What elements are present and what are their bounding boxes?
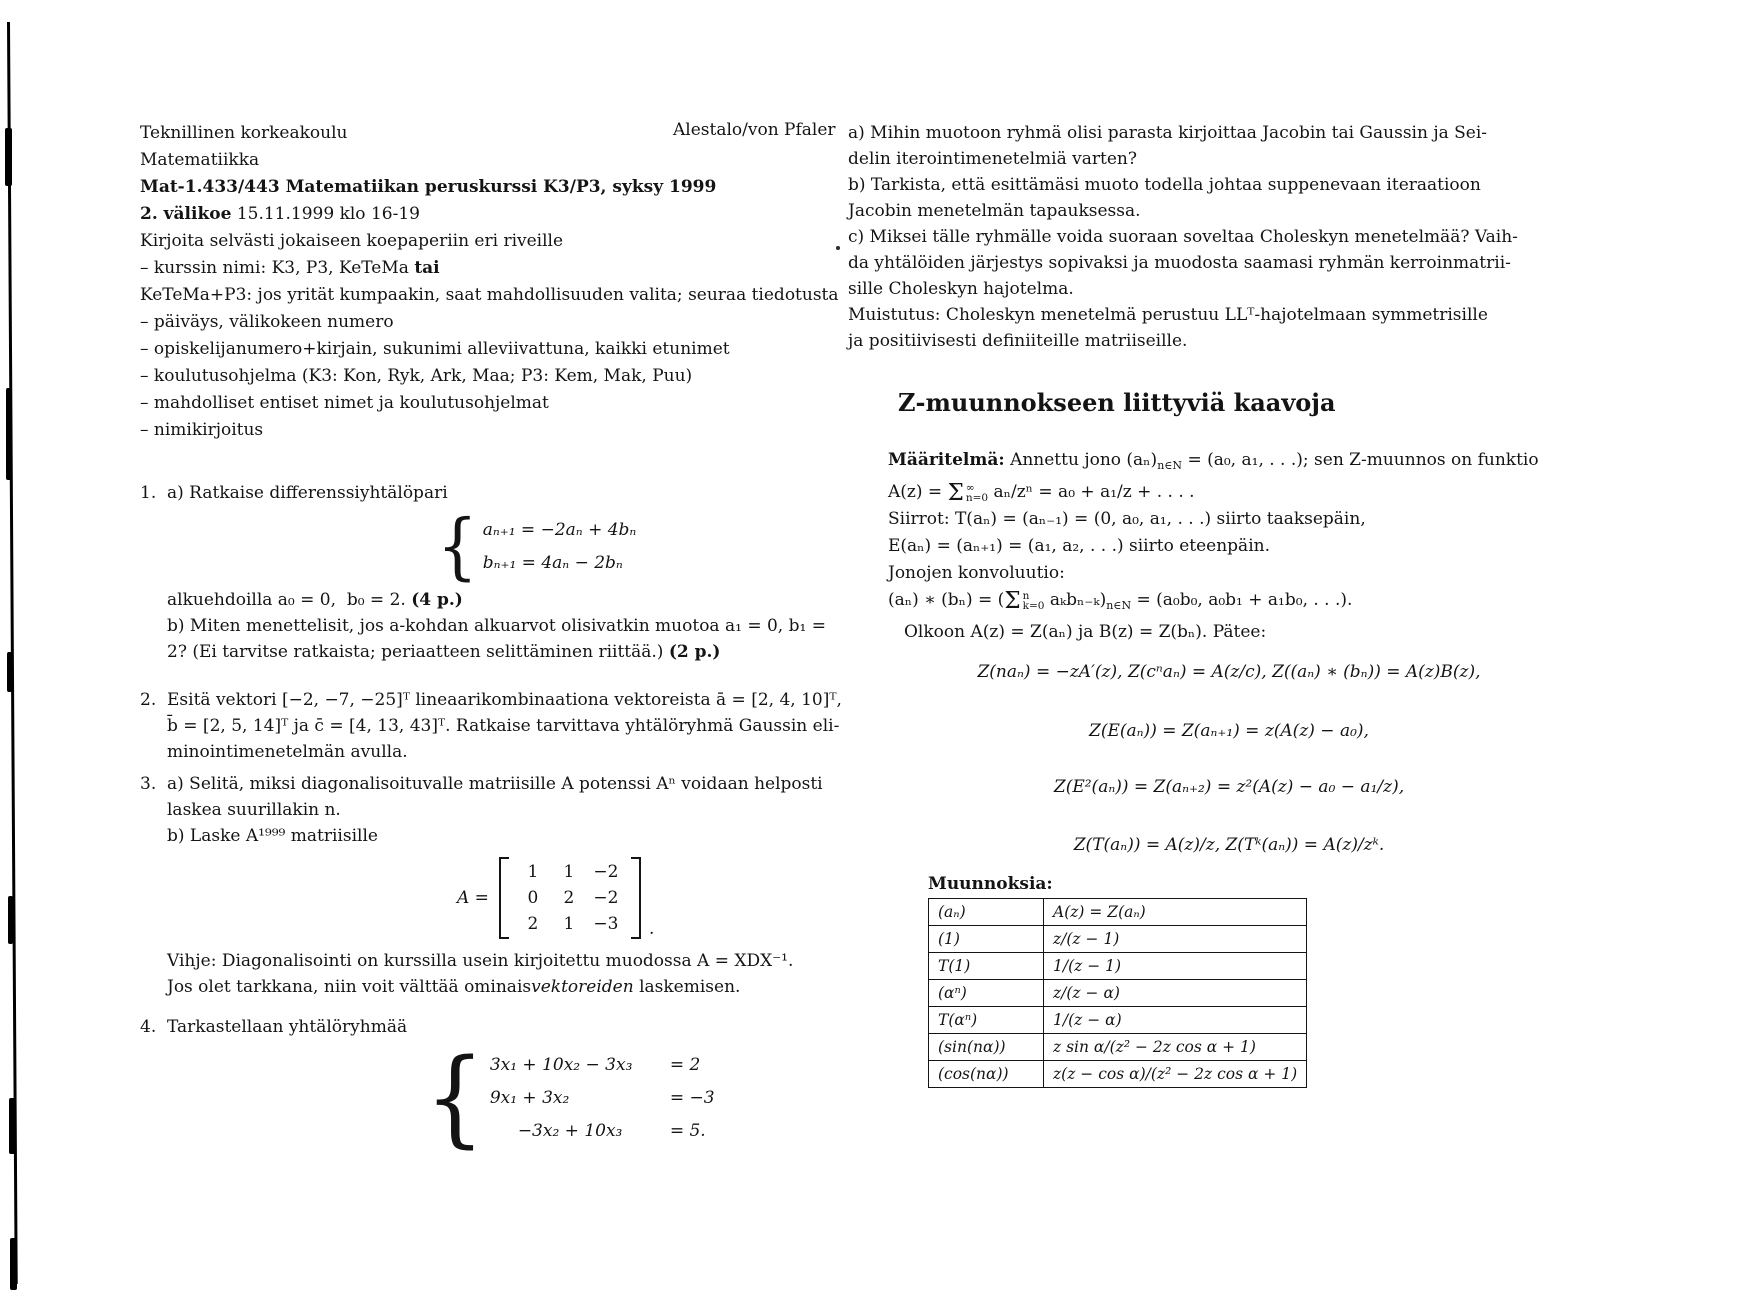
system-row xyxy=(490,1082,715,1115)
institution-name: Teknillinen korkeakoulu xyxy=(140,123,348,143)
table-row xyxy=(929,980,1307,1007)
problem-1a-conditions xyxy=(167,587,826,613)
hint-emphasis: vektoreiden xyxy=(531,977,634,997)
definition-text: = (a₀, a₁, . . .); sen Z-muunnos on funktio xyxy=(1182,450,1539,470)
problem-4a-line: delin iterointimenetelmiä varten? xyxy=(848,149,1137,169)
hint-text: laskemisen. xyxy=(633,977,741,997)
problem-4 xyxy=(140,1014,812,1159)
system-brace: { xyxy=(437,505,478,589)
problem-1 xyxy=(140,480,826,665)
problem-1b-line1: b) Miten menettelisit, jos a-kohdan alkuarvot olisivatkin muotoa a₁ = 0, b₁ = xyxy=(167,616,826,636)
problem-4-body xyxy=(167,1014,812,1159)
table-cell-sequence: (aₙ) xyxy=(929,899,1044,926)
matrix-left-bracket xyxy=(499,857,509,939)
table-row xyxy=(929,899,1307,926)
table-cell-transform: z/(z − α) xyxy=(1044,980,1307,1007)
instruction-item-bold: tai xyxy=(414,258,440,278)
instruction-item xyxy=(140,255,812,282)
definition-line xyxy=(888,479,1520,506)
problem-3a-line: laskea suurillakin n. xyxy=(167,800,341,820)
table-row xyxy=(929,1061,1307,1088)
definition-line: Siirrot: T(aₙ) = (aₙ₋₁) = (0, a₀, a₁, . . .) siirto taaksepäin, xyxy=(888,509,1366,529)
summation-lower-limit: k=0 xyxy=(1022,600,1045,612)
hint-text: Jos olet tarkkana, niin voit välttää ominais xyxy=(167,977,532,997)
course-title: Mat-1.433/443 Matematiikan peruskurssi K3/P3, syksy 1999 xyxy=(140,177,717,197)
problem-1-body xyxy=(167,480,826,665)
equation-line: bₙ₊₁ = 4aₙ − 2bₙ xyxy=(482,553,623,573)
subscript-n-in-N: n∈N xyxy=(1106,599,1132,612)
equation-lhs: −3x₂ + 10x₃ xyxy=(517,1121,623,1141)
equation-rhs: = −3 xyxy=(669,1088,715,1108)
transform-table-title: Muunnoksia: xyxy=(928,874,1053,894)
matrix-period: . xyxy=(648,919,655,939)
matrix-a xyxy=(457,857,823,939)
problem-4-number: 4. xyxy=(140,1017,157,1037)
author-name: Alestalo/von Pfaler xyxy=(673,120,836,140)
equation-lhs: 3x₁ + 10x₂ − 3x₃ xyxy=(489,1055,633,1075)
scan-dot-artifact xyxy=(836,246,840,250)
matrix-cell: −2 xyxy=(593,862,619,882)
problem-3a-line: a) Selitä, miksi diagonalisoituvalle matriisille A potenssi Aⁿ voidaan helposti xyxy=(167,774,823,794)
matrix-cell: 1 xyxy=(563,862,575,882)
summation-symbol xyxy=(947,480,989,506)
problem-3-hint-line xyxy=(167,974,823,1000)
system-row xyxy=(490,1049,715,1082)
matrix-grid xyxy=(514,857,626,939)
table-cell-sequence: T(1) xyxy=(929,953,1044,980)
problem-4-equation-system xyxy=(425,1036,812,1159)
matrix-right-bracket xyxy=(631,857,641,939)
table-cell-sequence: (cos(nα)) xyxy=(929,1061,1044,1088)
points-badge: (2 p.) xyxy=(668,642,721,662)
system-row xyxy=(490,1115,715,1148)
department-name: Matematiikka xyxy=(140,150,260,170)
transform-table xyxy=(928,898,1307,1088)
definition-line: E(aₙ) = (aₙ₊₁) = (a₁, a₂, . . .) siirto eteenpäin. xyxy=(888,536,1270,556)
scan-blob-artifact xyxy=(9,1098,15,1154)
exam-date: 15.11.1999 klo 16-19 xyxy=(231,204,420,224)
problem-3b-line: b) Laske A¹⁹⁹⁹ matriisille xyxy=(167,826,378,846)
summation-upper-limit: n xyxy=(1022,589,1030,602)
equation-line: aₙ₊₁ = −2aₙ + 4bₙ xyxy=(482,520,637,540)
summation-symbol xyxy=(1004,588,1045,614)
exam-number: 2. välikoe xyxy=(140,204,232,224)
table-cell-transform: z/(z − 1) xyxy=(1044,926,1307,953)
matrix-cell: 2 xyxy=(527,914,539,934)
problem-3-hint-line: Vihje: Diagonalisointi on kurssilla usein kirjoitettu muodossa A = XDX⁻¹. xyxy=(167,951,794,971)
problem-4c-line: sille Choleskyn hajotelma. xyxy=(848,279,1074,299)
definition-line xyxy=(888,447,1539,479)
problem-1b-line2 xyxy=(167,639,826,665)
scan-blob-artifact xyxy=(5,128,12,186)
problem-2-number: 2. xyxy=(140,690,157,710)
formula-text: aₙ/zⁿ = a₀ + a₁/z + . . . . xyxy=(988,482,1195,502)
table-row xyxy=(929,953,1307,980)
table-cell-sequence: (1) xyxy=(929,926,1044,953)
table-cell-transform: 1/(z − 1) xyxy=(1044,953,1307,980)
problem-4-note-line: Muistutus: Choleskyn menetelmä perustuu LLᵀ-hajotelmaan symmetrisille xyxy=(848,305,1488,325)
definition-label: Määritelmä: xyxy=(888,450,1005,470)
summation-upper-limit: ∞ xyxy=(965,481,975,494)
problem-1-number: 1. xyxy=(140,483,157,503)
table-cell-sequence: (αⁿ) xyxy=(929,980,1044,1007)
problem-3-number: 3. xyxy=(140,774,157,794)
table-row xyxy=(929,926,1307,953)
formula-text: A(z) = xyxy=(888,482,948,502)
scan-blob-artifact xyxy=(10,1238,17,1290)
points-badge: (4 p.) xyxy=(411,590,463,610)
table-cell-transform: A(z) = Z(aₙ) xyxy=(1044,899,1307,926)
olkoon-line: Olkoon A(z) = Z(aₙ) ja B(z) = Z(bₙ). Pätee: xyxy=(904,622,1267,642)
matrix-cell: −3 xyxy=(593,914,619,934)
problem-4c-line: da yhtälöiden järjestys sopivaksi ja muodosta saamasi ryhmän kerroinmatrii- xyxy=(848,253,1511,273)
formula-text: (aₙ) ∗ (bₙ) = ( xyxy=(888,590,1005,610)
z-rule-equation: Z(E²(aₙ)) = Z(aₙ₊₂) = z²(A(z) − a₀ − a₁/z), xyxy=(1053,777,1405,797)
formula-text: aₖbₙ₋ₖ) xyxy=(1044,590,1107,610)
problem-4b-line: Jacobin menetelmän tapauksessa. xyxy=(848,201,1141,221)
right-column xyxy=(848,120,1539,1088)
system-equations xyxy=(483,514,637,580)
problem-2-line: minointimenetelmän avulla. xyxy=(167,742,408,762)
instruction-item: KeTeMa+P3: jos yrität kumpaakin, saat mahdollisuuden valita; seuraa tiedotusta xyxy=(140,285,839,305)
convolution-line xyxy=(888,587,1520,619)
problem-2-body xyxy=(167,687,842,765)
summation-limits xyxy=(966,483,988,504)
problem-2-line: b̄ = [2, 5, 14]ᵀ ja c̄ = [4, 13, 43]ᵀ. Ratkaise tarvittava yhtälöryhmä Gaussin eli- xyxy=(167,716,840,736)
scan-blob-artifact xyxy=(8,896,13,944)
sigma-glyph: Σ xyxy=(947,480,964,506)
equation-rhs: = 5. xyxy=(669,1121,706,1141)
problem-1a-intro: a) Ratkaise differenssiyhtälöpari xyxy=(167,483,448,503)
system-rows xyxy=(490,1049,715,1148)
problem-3-body xyxy=(167,771,823,1000)
table-cell-transform: z sin α/(z² − 2z cos α + 1) xyxy=(1044,1034,1307,1061)
subscript-n-in-N: n∈N xyxy=(1157,459,1183,472)
matrix-cell: −2 xyxy=(593,888,619,908)
z-definition-block xyxy=(888,447,1539,646)
instruction-item: – opiskelijanumero+kirjain, sukunimi alleviivattuna, kaikki etunimet xyxy=(140,339,730,359)
system-brace: { xyxy=(425,1036,485,1159)
z-rule-equation: Z(E(aₙ)) = Z(aₙ₊₁) = z(A(z) − a₀), xyxy=(1089,721,1369,741)
sigma-glyph: Σ xyxy=(1004,588,1021,614)
matrix-cell: 0 xyxy=(527,888,539,908)
table-row xyxy=(929,1007,1307,1034)
problem-2-line: Esitä vektori [−2, −7, −25]ᵀ lineaarikombinaationa vektoreista ā = [2, 4, 10]ᵀ, xyxy=(167,690,842,710)
table-cell-transform: z(z − cos α)/(z² − 2z cos α + 1) xyxy=(1044,1061,1307,1088)
table-cell-sequence: (sin(nα)) xyxy=(929,1034,1044,1061)
instruction-item: – nimikirjoitus xyxy=(140,420,264,440)
problem-4-note-line: ja positiivisesti definiiteille matriiseille. xyxy=(848,331,1188,351)
instruction-item: – koulutusohjelma (K3: Kon, Ryk, Ark, Maa; P3: Kem, Mak, Puu) xyxy=(140,366,693,386)
z-section-heading: Z-muunnokseen liittyviä kaavoja xyxy=(898,388,1336,417)
problem-4-intro: Tarkastellaan yhtälöryhmää xyxy=(167,1017,408,1037)
table-cell-transform: 1/(z − α) xyxy=(1044,1007,1307,1034)
equation-rhs: = 2 xyxy=(669,1055,701,1075)
instruction-item-text: – kurssin nimi: K3, P3, KeTeMa xyxy=(140,258,415,278)
summation-lower-limit: n=0 xyxy=(965,492,989,504)
problem-2 xyxy=(140,687,842,765)
problem-4a-line: a) Mihin muotoon ryhmä olisi parasta kirjoittaa Jacobin tai Gaussin ja Sei- xyxy=(848,123,1488,143)
problem-3 xyxy=(140,771,823,1000)
definition-text: Annettu jono (aₙ) xyxy=(1004,450,1158,470)
left-column xyxy=(140,120,842,1159)
problem-1-equation-system xyxy=(437,505,826,589)
equation-lhs: 9x₁ + 3x₂ xyxy=(489,1088,570,1108)
instruction-item: – mahdolliset entiset nimet ja koulutusohjelmat xyxy=(140,393,549,413)
problem-1b-text: 2? (Ei tarvitse ratkaista; periaatteen selittäminen riittää.) xyxy=(167,642,669,662)
formula-text: = (a₀b₀, a₀b₁ + a₁b₀, . . .). xyxy=(1131,590,1353,610)
scan-blob-artifact xyxy=(6,388,12,480)
scan-blob-artifact xyxy=(7,652,12,692)
instruction-item: – päiväys, välikokeen numero xyxy=(140,312,394,332)
matrix-cell: 1 xyxy=(527,862,539,882)
summation-limits xyxy=(1023,591,1045,612)
instructions-intro: Kirjoita selvästi jokaiseen koepaperiin eri riveille xyxy=(140,231,564,251)
matrix-cell: 1 xyxy=(563,914,575,934)
problem-4b-line: b) Tarkista, että esittämäsi muoto todella johtaa suppenevaan iteraatioon xyxy=(848,175,1481,195)
definition-line: Jonojen konvoluutio: xyxy=(888,563,1065,583)
table-row xyxy=(929,1034,1307,1061)
matrix-cell: 2 xyxy=(563,888,575,908)
conditions-text: alkuehdoilla a₀ = 0, b₀ = 2. xyxy=(167,590,412,610)
matrix-label: A = xyxy=(457,888,489,908)
table-cell-sequence: T(αⁿ) xyxy=(929,1007,1044,1034)
problem-4c-line: c) Miksei tälle ryhmälle voida suoraan soveltaa Choleskyn menetelmää? Vaih- xyxy=(848,227,1518,247)
exam-info-line xyxy=(140,201,812,228)
z-rule-equation: Z(naₙ) = −zA′(z), Z(cⁿaₙ) = A(z/c), Z((aₙ) ∗ (bₙ)) = A(z)B(z), xyxy=(977,662,1481,682)
z-rule-equation: Z(T(aₙ)) = A(z)/z, Z(Tᵏ(aₙ)) = A(z)/zᵏ. xyxy=(1073,835,1385,855)
